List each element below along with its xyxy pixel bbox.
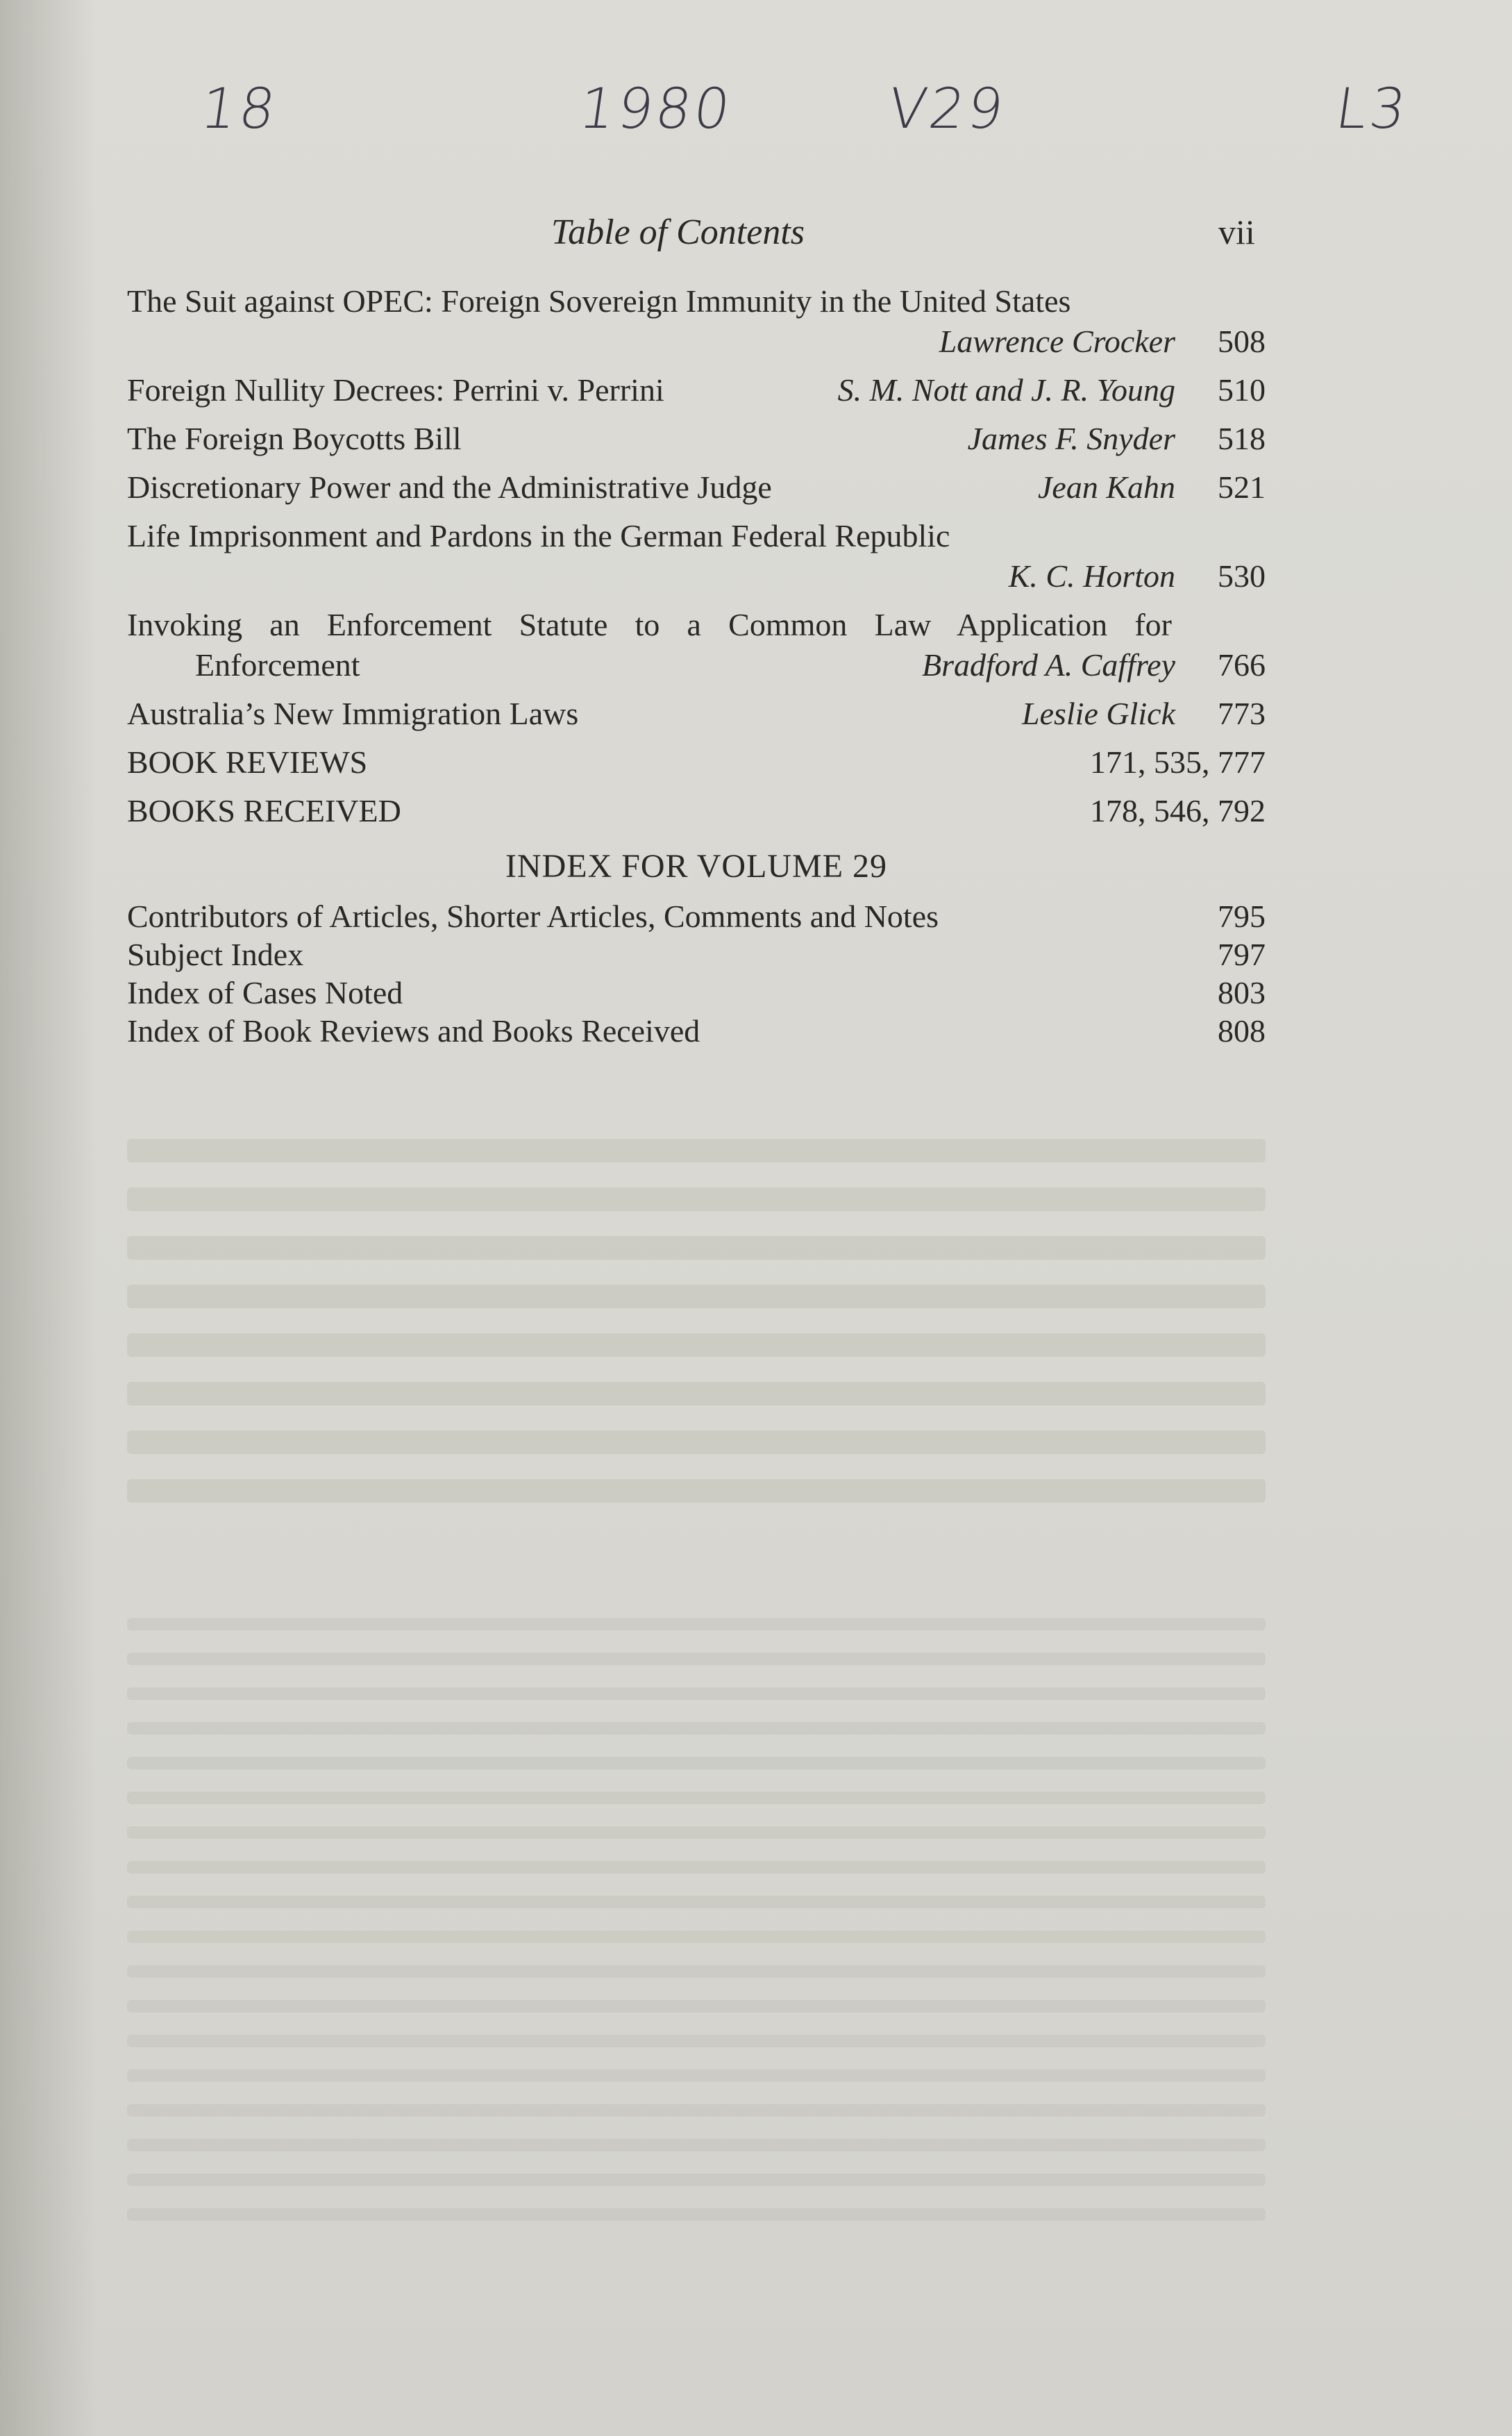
index-item bbox=[127, 973, 1266, 1011]
toc-entry-page: 510 bbox=[1218, 372, 1266, 408]
books-received-pages: 178, 546, 792 bbox=[1090, 793, 1266, 828]
toc-entry-page: 508 bbox=[1218, 324, 1266, 359]
index-item-page: 795 bbox=[1218, 899, 1266, 934]
show-through-footnote bbox=[127, 1618, 1266, 1630]
toc-entry-title: Foreign Nullity Decrees: Perrini v. Perrini bbox=[127, 372, 664, 408]
handwritten-note-3: V29 bbox=[884, 76, 1011, 141]
toc-entry bbox=[127, 605, 1266, 685]
toc-entry-page: 518 bbox=[1218, 421, 1266, 456]
toc-entry-page: 773 bbox=[1218, 696, 1266, 731]
header-page-number: vii bbox=[1218, 212, 1255, 251]
toc-entry bbox=[127, 281, 1266, 362]
show-through-line bbox=[127, 1285, 1266, 1308]
index-item-label: Index of Cases Noted bbox=[127, 975, 403, 1010]
show-through-footnote bbox=[127, 1792, 1266, 1804]
show-through-footnote bbox=[127, 2000, 1266, 2012]
toc-entry-page: 521 bbox=[1218, 469, 1266, 505]
show-through-footnote bbox=[127, 1653, 1266, 1665]
show-through-line bbox=[127, 1139, 1266, 1162]
toc-entry-author: S. M. Nott and J. R. Young bbox=[837, 372, 1175, 408]
toc-entry-title: The Suit against OPEC: Foreign Sovereign Immunity in the United States bbox=[127, 283, 1071, 319]
show-through-footnote bbox=[127, 1687, 1266, 1700]
index-item bbox=[127, 935, 1266, 973]
toc-entry bbox=[127, 419, 1266, 459]
toc-entry-author: Leslie Glick bbox=[1022, 696, 1175, 731]
handwritten-note-2: 1980 bbox=[575, 76, 737, 141]
books-received-label: BOOKS RECEIVED bbox=[127, 793, 401, 828]
toc-entry bbox=[127, 467, 1266, 508]
show-through-line bbox=[127, 1333, 1266, 1357]
show-through-footnote bbox=[127, 1722, 1266, 1735]
index-item bbox=[127, 1011, 1266, 1049]
show-through-footnote bbox=[127, 1826, 1266, 1839]
table-of-contents bbox=[127, 281, 1266, 1049]
show-through-line bbox=[127, 1430, 1266, 1454]
toc-entry-page: 530 bbox=[1218, 558, 1266, 594]
index-item-label: Contributors of Articles, Shorter Articles, Comments and Notes bbox=[127, 899, 939, 934]
toc-entry-title: Life Imprisonment and Pardons in the German Federal Republic bbox=[127, 518, 950, 553]
toc-entry-author: James F. Snyder bbox=[967, 421, 1175, 456]
show-through-footnote bbox=[127, 1930, 1266, 1943]
show-through-footnote bbox=[127, 1757, 1266, 1769]
show-through-line bbox=[127, 1187, 1266, 1211]
toc-entry-title: Australia’s New Immigration Laws bbox=[127, 696, 579, 731]
toc-entry-title: Discretionary Power and the Administrative Judge bbox=[127, 469, 772, 505]
handwritten-note-4: L3 bbox=[1332, 76, 1413, 141]
show-through-footnote bbox=[127, 2208, 1266, 2221]
book-reviews-label: BOOK REVIEWS bbox=[127, 744, 368, 780]
index-item-page: 797 bbox=[1218, 937, 1266, 972]
show-through-line bbox=[127, 1382, 1266, 1405]
show-through-footnote bbox=[127, 2104, 1266, 2117]
show-through-footnote bbox=[127, 2035, 1266, 2047]
index-item-label: Subject Index bbox=[127, 937, 304, 972]
index-item-page: 808 bbox=[1218, 1013, 1266, 1049]
index-item-page: 803 bbox=[1218, 975, 1266, 1010]
toc-entry-author: Lawrence Crocker bbox=[939, 324, 1175, 359]
toc-entry bbox=[127, 370, 1266, 410]
toc-entry-book-reviews bbox=[127, 742, 1266, 783]
header-title: Table of Contents bbox=[551, 212, 805, 252]
toc-entry-books-received bbox=[127, 791, 1266, 831]
book-reviews-pages: 171, 535, 777 bbox=[1090, 744, 1266, 780]
toc-entry-author: K. C. Horton bbox=[1008, 558, 1175, 594]
handwritten-note-1: 18 bbox=[196, 76, 283, 141]
index-heading: INDEX FOR VOLUME 29 bbox=[505, 848, 888, 885]
index-item-label: Index of Book Reviews and Books Received bbox=[127, 1013, 700, 1049]
show-through-footnote bbox=[127, 1896, 1266, 1908]
running-header bbox=[0, 212, 1512, 260]
toc-entry-page: 766 bbox=[1218, 647, 1266, 683]
toc-entry bbox=[127, 516, 1266, 597]
show-through-line bbox=[127, 1479, 1266, 1503]
toc-entry-author: Jean Kahn bbox=[1037, 469, 1175, 505]
show-through-footnote bbox=[127, 2069, 1266, 2082]
toc-entry-title: Invoking an Enforcement Statute to a Common Law Application for bbox=[127, 607, 1172, 642]
show-through-footnote bbox=[127, 1861, 1266, 1874]
index-item bbox=[127, 896, 1266, 935]
show-through-line bbox=[127, 1236, 1266, 1260]
show-through-footnote bbox=[127, 2174, 1266, 2186]
show-through-footnote bbox=[127, 2139, 1266, 2151]
toc-entry-author: Bradford A. Caffrey bbox=[921, 647, 1175, 683]
show-through-footnote bbox=[127, 1965, 1266, 1978]
toc-entry-title-continued: Enforcement bbox=[195, 647, 360, 683]
toc-entry bbox=[127, 694, 1266, 734]
toc-entry-title: The Foreign Boycotts Bill bbox=[127, 421, 462, 456]
